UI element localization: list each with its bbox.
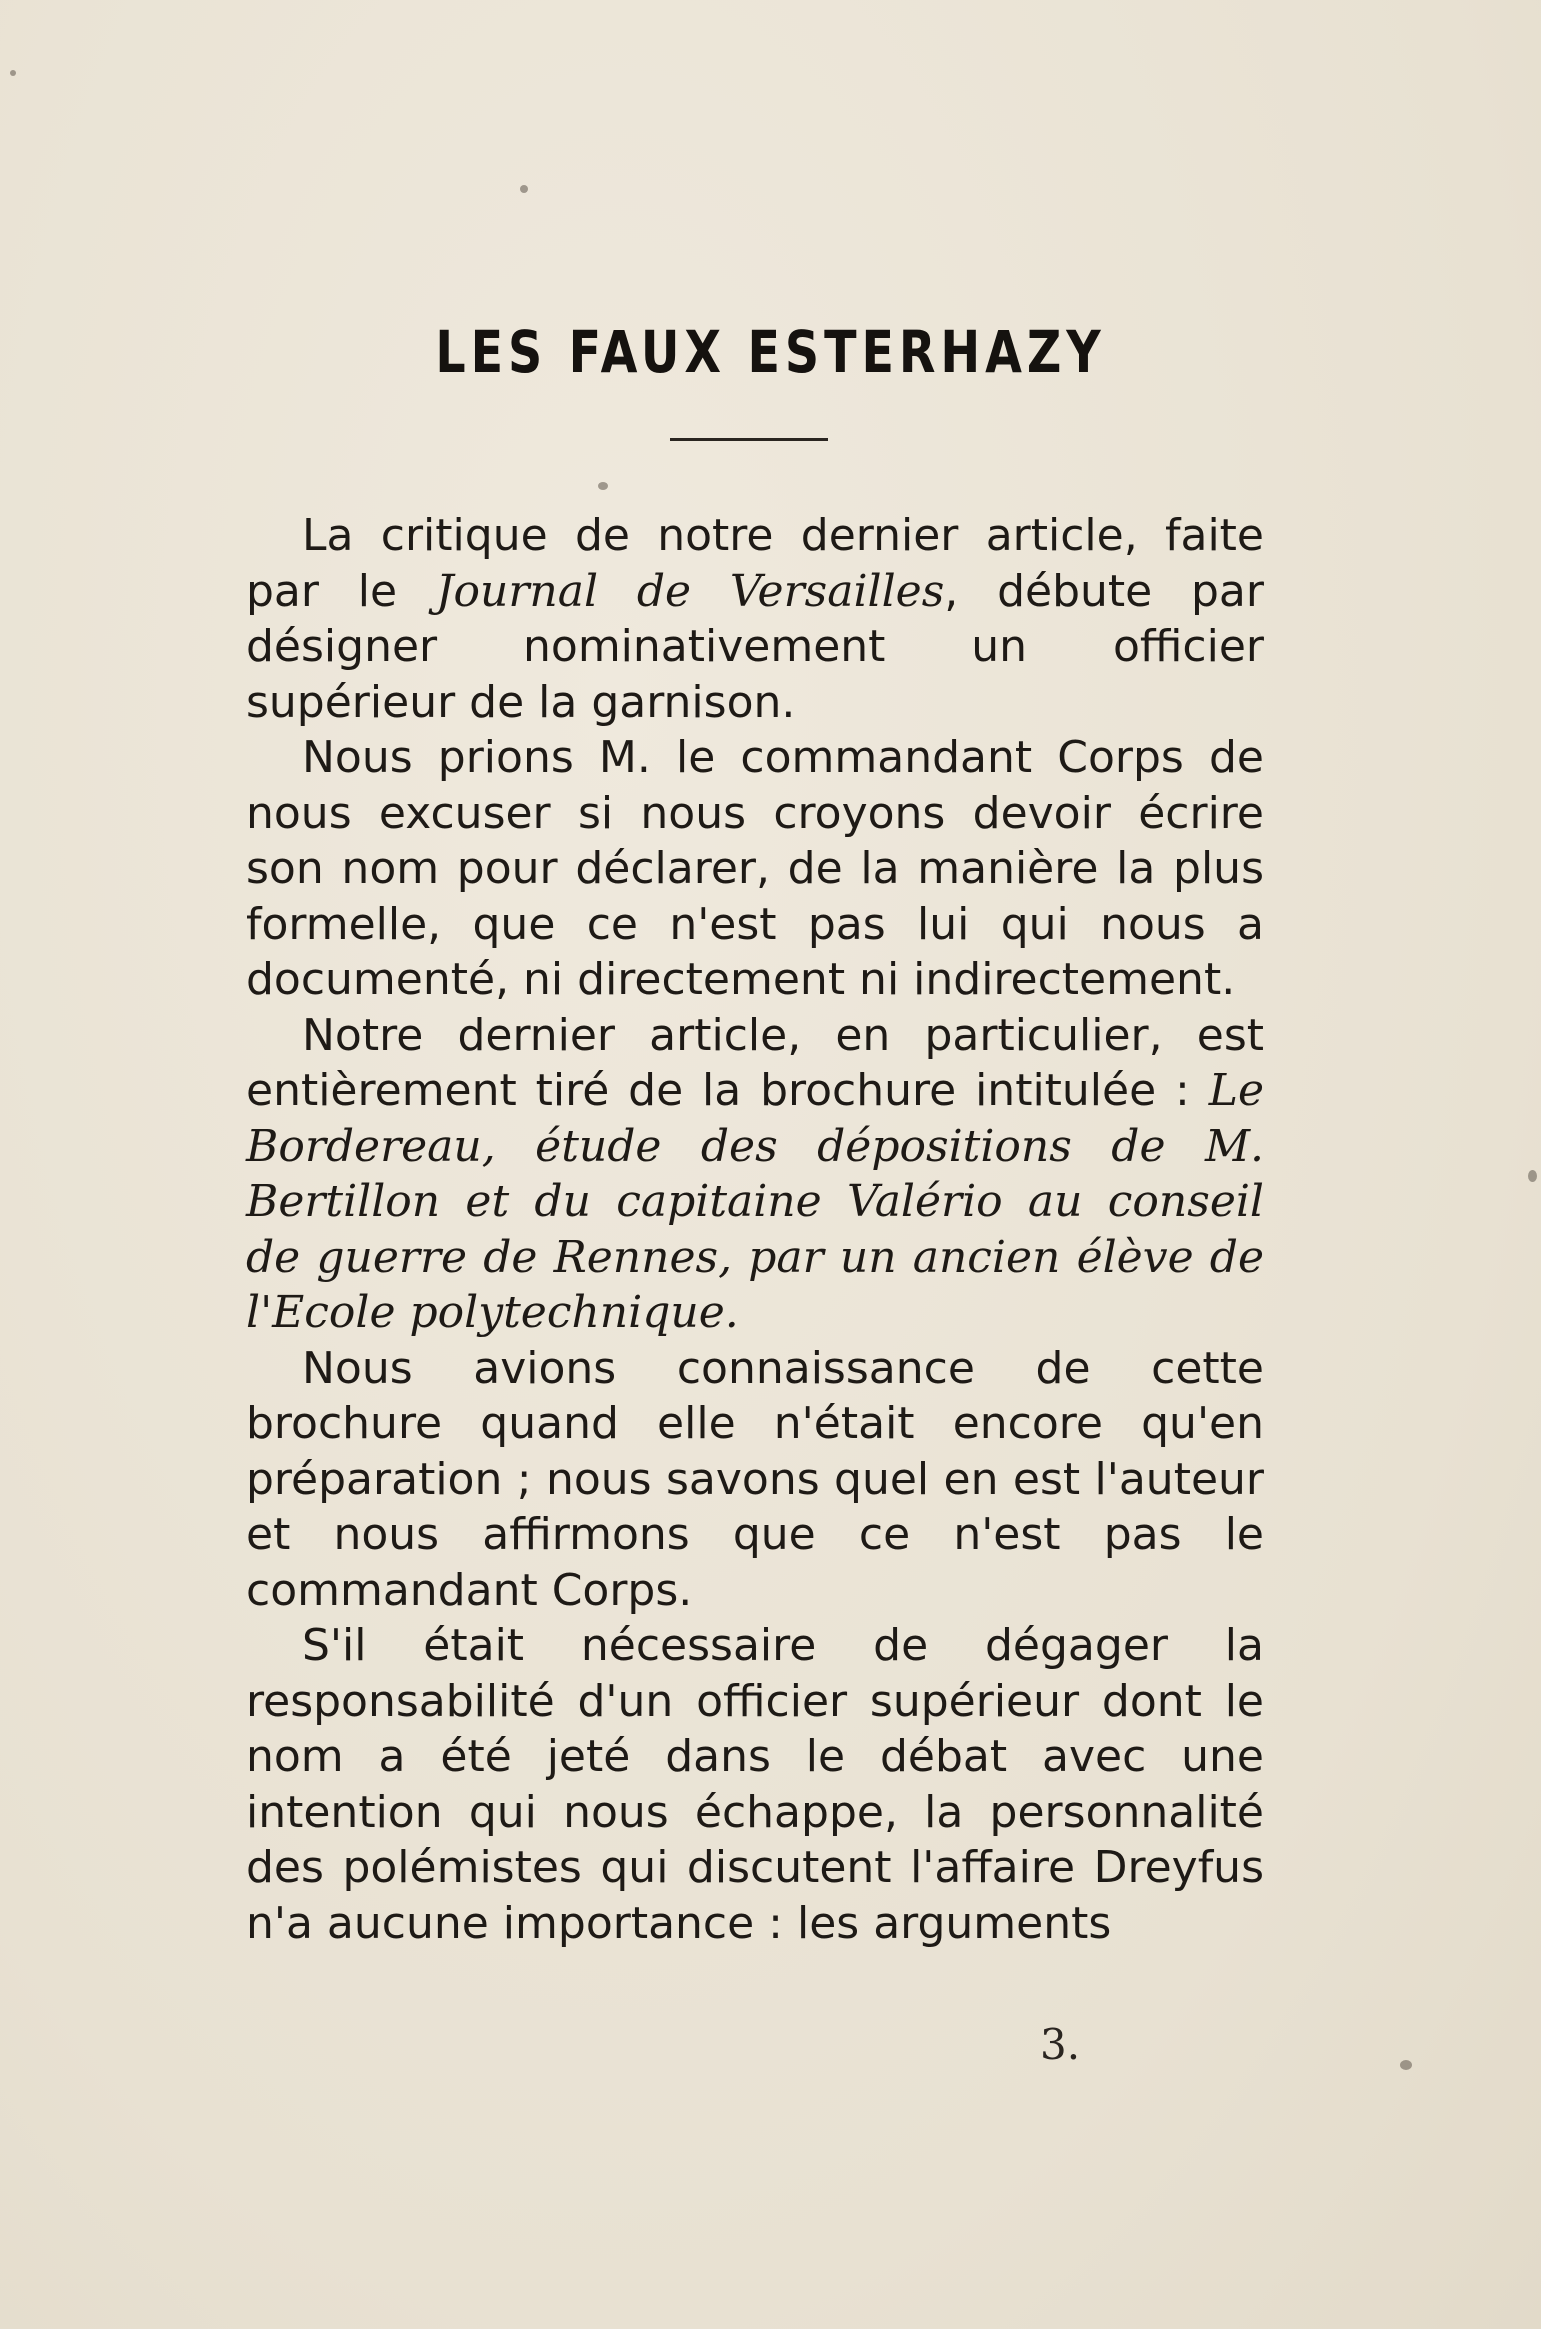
title-divider bbox=[670, 438, 828, 441]
paper-speck bbox=[520, 185, 528, 193]
paragraph bbox=[246, 1008, 1264, 1341]
page-number: 3. bbox=[1040, 2020, 1081, 2069]
paragraph-text: S'il était nécessaire de dégager la responsabilité d'un officier supérieur dont le nom a été jeté dans le débat avec une intention qui nous échappe, la personnalité des polémistes qui discutent l'affaire Dreyfus n'a aucune importance : les arguments bbox=[246, 1620, 1264, 1949]
body-text bbox=[246, 508, 1264, 1951]
paragraph bbox=[246, 508, 1264, 730]
paper-speck bbox=[10, 70, 16, 76]
italic-text: Le Bordereau, étude des dépositions de M. Bertillon et du capitaine Valério au conseil de guerre de Rennes, par un ancien élève de l'Ecole polytechnique. bbox=[246, 1065, 1264, 1338]
paper-speck bbox=[1528, 1170, 1537, 1182]
paragraph-text: Notre dernier article, en particulier, est entièrement tiré de la brochure intitulée : bbox=[246, 1009, 1264, 1116]
paragraph-text: , débute par désigner nominativement un officier supérieur de la garnison. bbox=[246, 565, 1264, 728]
paragraph bbox=[246, 730, 1264, 1008]
paragraph-text: Nous avions connaissance de cette brochure quand elle n'était encore qu'en préparation ; nous savons quel en est l'auteur et nous affirmons que ce n'est pas le commandant Corps. bbox=[246, 1342, 1264, 1616]
paragraph-text: Nous prions M. le commandant Corps de nous excuser si nous croyons devoir écrire son nom pour déclarer, de la manière la plus formelle, que ce n'est pas lui qui nous a documenté, ni directement ni indirectement. bbox=[246, 732, 1264, 1005]
paper-speck bbox=[1400, 2060, 1412, 2070]
paper-speck bbox=[598, 482, 608, 490]
paragraph-text: La critique de notre dernier article, faite par le bbox=[246, 510, 1264, 617]
paragraph bbox=[246, 1341, 1264, 1619]
page-title: LES FAUX ESTERHAZY bbox=[435, 318, 1106, 386]
paragraph bbox=[246, 1618, 1264, 1951]
italic-text: Journal de Versailles bbox=[435, 565, 945, 617]
